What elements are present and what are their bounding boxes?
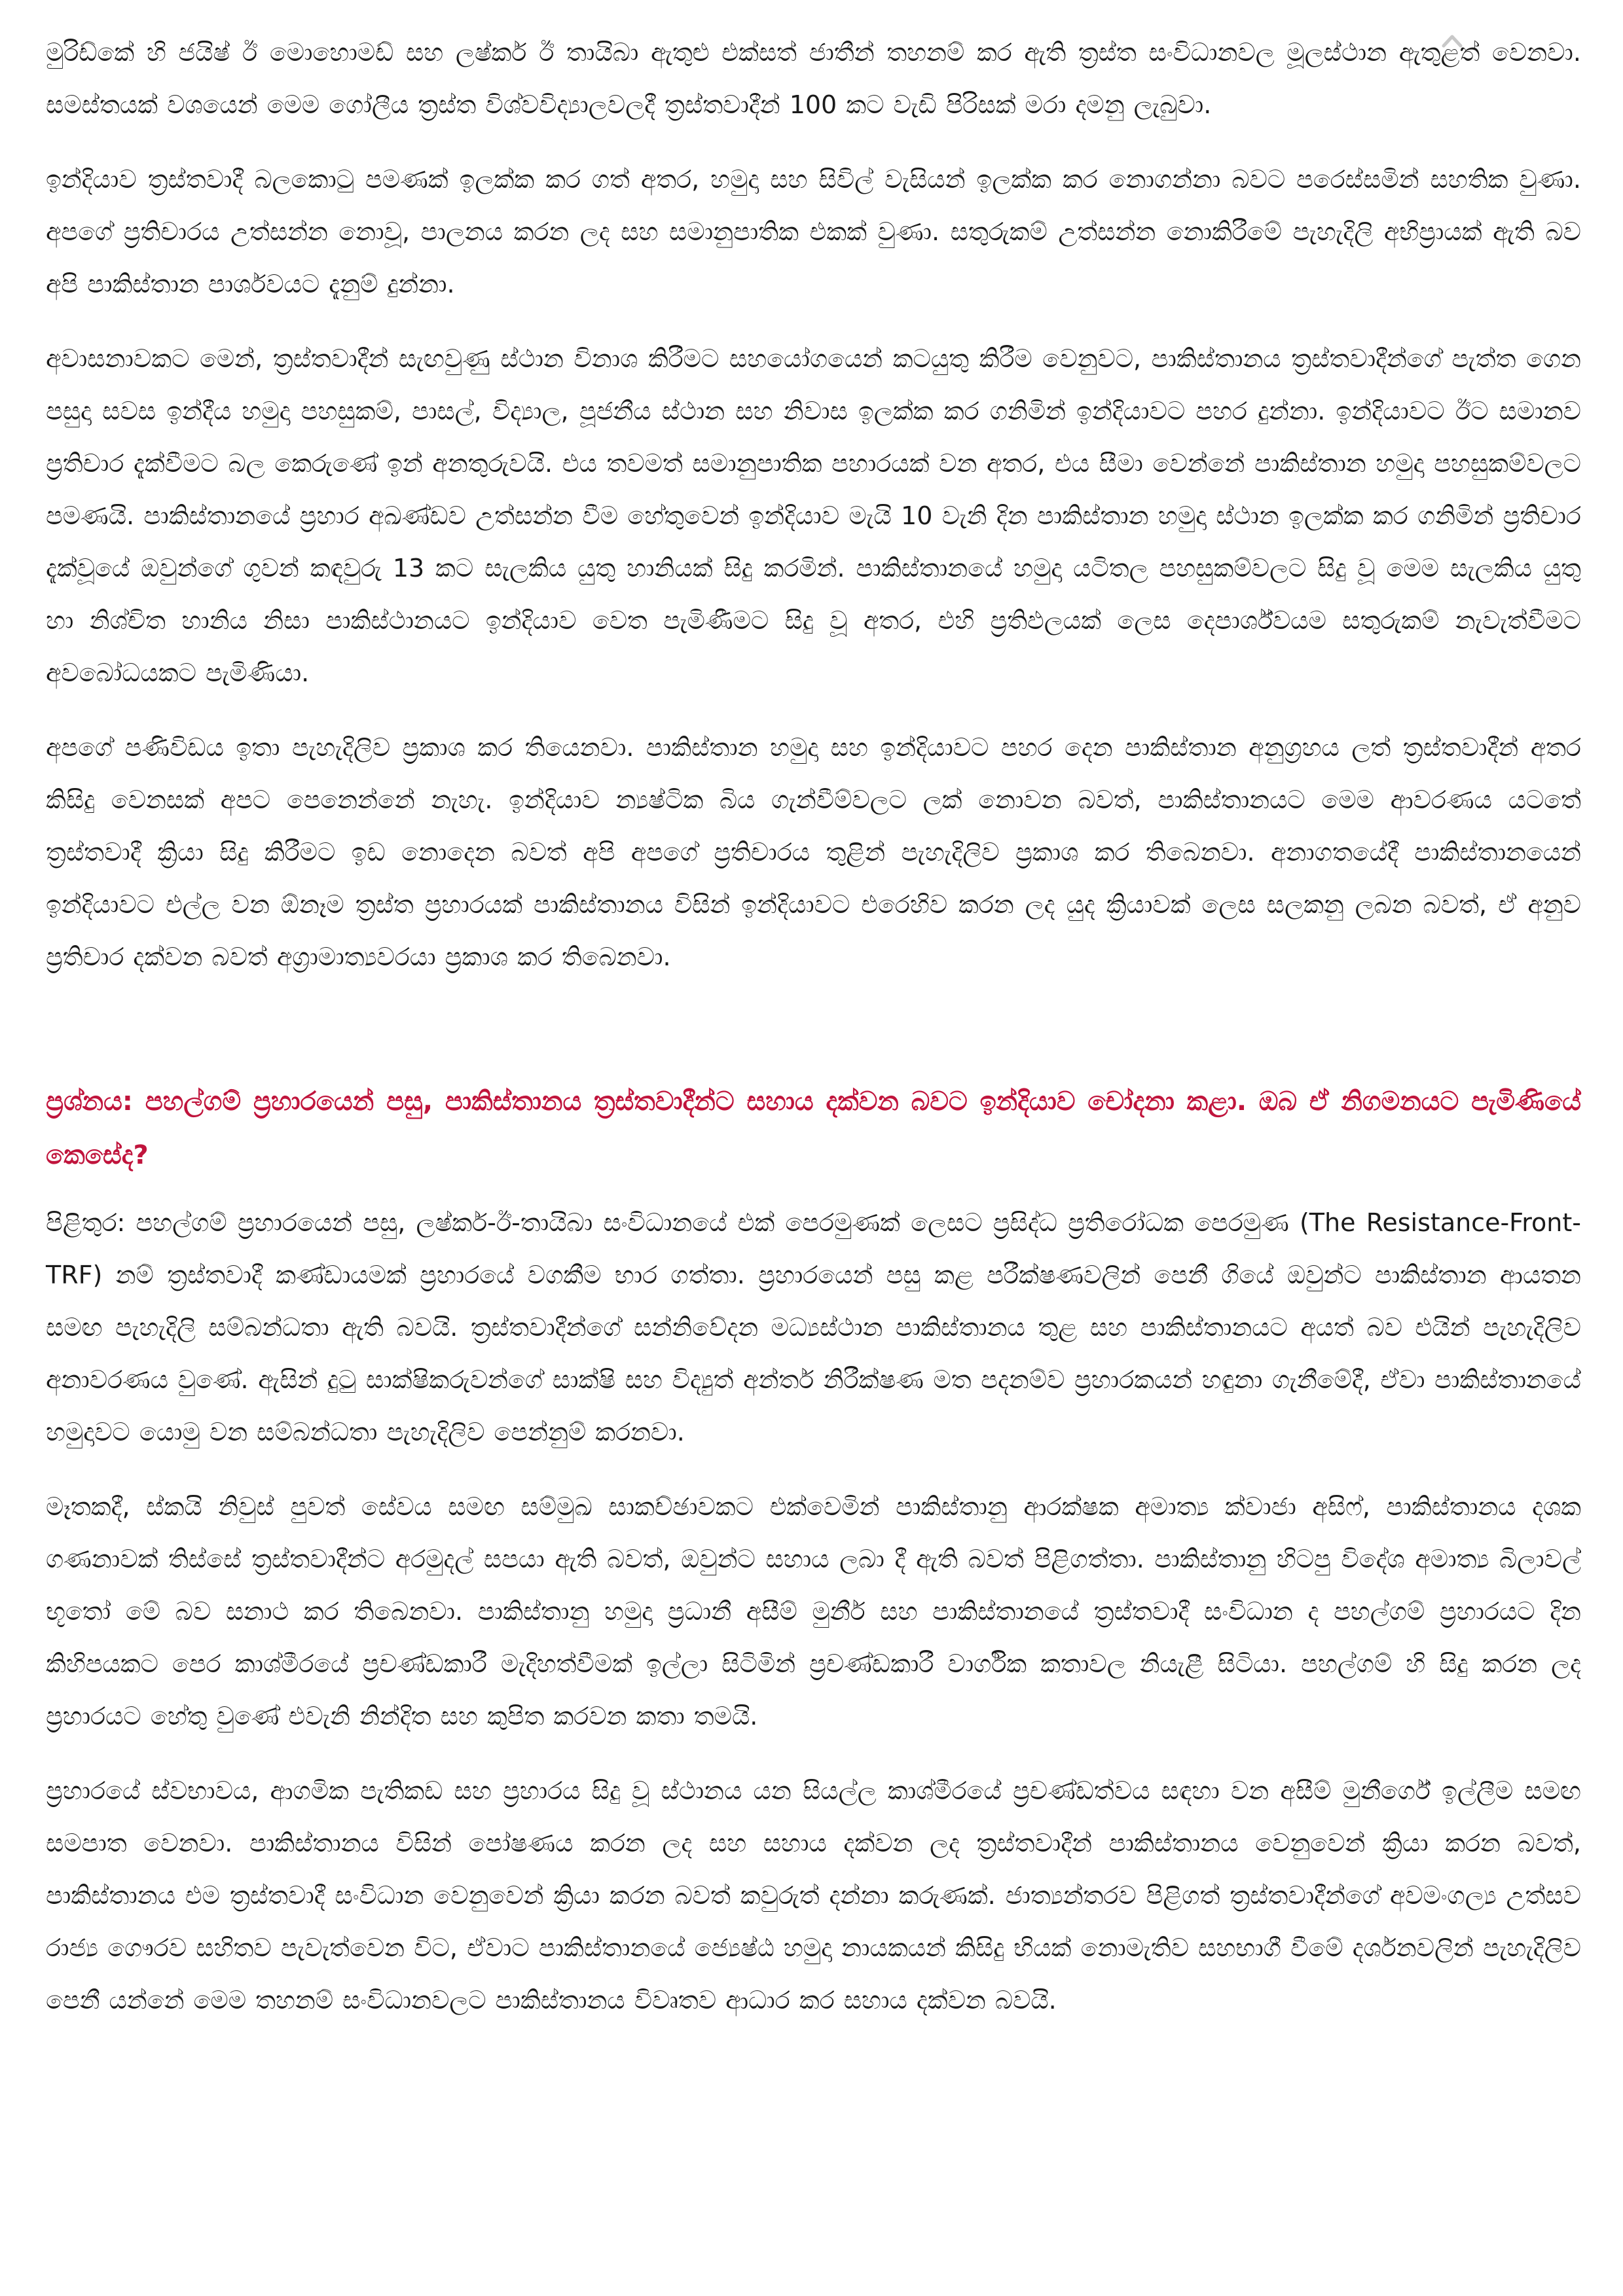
paragraph: මුරිඩ්කේ හි ජයිෂ් ඊ මොහොමඩ් සහ ලෂ්කර් ඊ තායිබා ඇතුළු එක්සත් ජාතීන් තහනම් කර ඇති ත්‍රස්ත සංවිධානවල මූලස්ථාන ඇතුළත් වෙනවා. සමස්තයක් වශයෙන් මෙම ගෝලීය ත්‍රස්ත විශ්වවිද්‍යාලවලදී ත්‍රස්තවාදීන් 100 කට වැඩි පිරිසක් මරා දමනු ලැබුවා. [46, 38, 1581, 119]
question-heading: ප්‍රශ්නය: පහල්ගම් ප්‍රහාරයෙන් පසු, පාකිස්තානය ත්‍රස්තවාදීන්ට සහාය දක්වන බවට ඉන්දියාව චෝදනා කළා. ඔබ ඒ නිගමනයට පැමිණියේ කෙසේද? [46, 1086, 1581, 1170]
answer-paragraph: පිළිතුර: පහල්ගම් ප්‍රහාරයෙන් පසු, ලෂ්කර්-ඊ-තායිබා සංවිධානයේ එක් පෙරමුණක් ලෙසට ප්‍රසිද්ධ ප්‍රතිරෝධක පෙරමුණ (The Resistance-Front-TRF) නම් ත්‍රස්තවාදී කණ්ඩායමක් ප්‍රහාරයේ වගකීම භාර ගත්තා. ප්‍රහාරයෙන් පසු කළ පරීක්ෂණවලින් පෙනී ගියේ ඔවුන්ට පාකිස්තාන ආයතන සමඟ පැහැදිලි සම්බන්ධතා ඇති බවයි. ත්‍රස්තවාදීන්ගේ සන්නිවේදන මධ්‍යස්ථාන පාකිස්තානය තුළ සහ පාකිස්තානයට අයත් බව එයින් පැහැදිලිව අනාවරණය වුණේ. ඇසින් දුටු සාක්ෂිකරුවන්ගේ සාක්ෂි සහ විද්‍යුත් අන්තර් නිරීක්ෂණ මත පදනම්ව ප්‍රහාරකයන් හඳුනා ගැනීමේදී, ඒවා පාකිස්තානයේ හමුදාවට යොමු වන සම්බන්ධතා පැහැදිලිව පෙන්නුම් කරනවා. [46, 1208, 1581, 1446]
answer-paragraph: ප්‍රහාරයේ ස්වභාවය, ආගමික පැතිකඩ සහ ප්‍රහාරය සිදු වූ ස්ථානය යන සියල්ල කාශ්මීරයේ ප්‍රචණ්ඩත්වය සඳහා වන අසීම් මුනීර්ගේ ඉල්ලීම සමඟ සමපාත වෙනවා. පාකිස්තානය විසින් පෝෂණය කරන ලද සහ සහාය දක්වන ලද ත්‍රස්තවාදීන් පාකිස්තානය වෙනුවෙන් ක්‍රියා කරන බවත්, පාකිස්තානය එම ත්‍රස්තවාදී සංවිධාන වෙනුවෙන් ක්‍රියා කරන බවත් කවුරුත් දන්නා කරුණක්. ජාත්‍යන්තරව පිළිගත් ත්‍රස්තවාදීන්ගේ අවමංගල්‍ය උත්සව රාජ්‍ය ගෞරව සහිතව පැවැත්වෙන විට, ඒවාට පාකිස්තානයේ ජ්‍යෙෂ්ඨ හමුදා නායකයන් කිසිදු භියක් නොමැතිව සහභාගී වීමේ දර්ශනවලින් පැහැදිලිව පෙනී යන්නේ මෙම තහනම් සංවිධානවලට පාකිස්තානය විවෘතව ආධාර කර සහාය දක්වන බවයි. [46, 1776, 1581, 2015]
paragraph: ඉන්දියාව ත්‍රස්තවාදී බලකොටු පමණක් ඉලක්ක කර ගත් අතර, හමුදා සහ සිවිල් වැසියන් ඉලක්ක කර නොගන්නා බවට පරෙස්සමින් සහතික වුණා. අපගේ ප්‍රතිචාරය උත්සන්න නොවූ, පාලනය කරන ලද සහ සමානුපාතික එකක් වුණා. සතුරුකම් උත්සන්න නොකිරීමේ පැහැදිලි අභිප්‍රායක් ඇති බව අපි පාකිස්තාන පාර්ශවයට දැනුම් දුන්නා. [46, 165, 1581, 298]
article-body [46, 26, 1581, 2049]
answer-paragraph: මෑතකදී, ස්කයි නිවුස් පුවත් සේවය සමඟ සම්මුඛ සාකච්ඡාවකට එක්වෙමින් පාකිස්තානු ආරක්ෂක අමාත්‍ය ක්වාජා අසිෆ්, පාකිස්තානය දශක ගණනාවක් තිස්සේ ත්‍රස්තවාදීන්ට අරමුදල් සපයා ඇති බවත්, ඔවුන්ට සහාය ලබා දී ඇති බවත් පිළිගත්තා. පාකිස්තානු හිටපු විදේශ අමාත්‍ය බිලාවල් භූතෝ මේ බව සනාථ කර තිබෙනවා. පාකිස්තානු හමුදා ප්‍රධානී අසීම් මුනීර් සහ පාකිස්තානයේ ත්‍රස්තවාදී සංවිධාන ද පහල්ගම් ප්‍රහාරයට දින කිහිපයකට පෙර කාශ්මීරයේ ප්‍රචණ්ඩකාරී මැදිහත්වීමක් ඉල්ලා සිටිමින් ප්‍රචණ්ඩකාරී වාර්ගික කතාවල නියැළී සිටියා. පහල්ගම් හි සිදු කරන ලද ප්‍රහාරයට හේතු වුණේ එවැනි නින්දිත සහ කුපිත කරවන කතා තමයි. [46, 1492, 1581, 1731]
paragraph: අපගේ පණිවිඩය ඉතා පැහැදිලිව ප්‍රකාශ කර තියෙනවා. පාකිස්තාන හමුදා සහ ඉන්දියාවට පහර දෙන පාකිස්තාන අනුග්‍රහය ලත් ත්‍රස්තවාදීන් අතර කිසිදු වෙනසක් අපට පෙනෙන්නේ නැහැ. ඉන්දියාව න්‍යෂ්ටික බිය ගැන්වීම්වලට ලක් නොවන බවත්, පාකිස්තානයට මෙම ආවරණය යටතේ ත්‍රස්තවාදී ක්‍රියා සිදු කිරීමට ඉඩ නොදෙන බවත් අපි අපගේ ප්‍රතිචාරය තුළින් පැහැදිලිව ප්‍රකාශ කර තිබෙනවා. අනාගතයේදී පාකිස්තානයෙන් ඉන්දියාවට එල්ල වන ඕනෑම ත්‍රස්ත ප්‍රහාරයක් පාකිස්තානය විසින් ඉන්දියාවට එරෙහිව කරන ලද යුද ක්‍රියාවක් ලෙස සලකනු ලබන බවත්, ඒ අනුව ප්‍රතිචාර දක්වන බවත් අග්‍රාමාත්‍යවරයා ප්‍රකාශ කර තිබෙනවා. [46, 733, 1581, 971]
chevron-up-icon[interactable] [1437, 26, 1467, 56]
paragraph: අවාසනාවකට මෙන්, ත්‍රස්තවාදීන් සැඟවුණු ස්ථාන විනාශ කිරීමට සහයෝගයෙන් කටයුතු කිරීම වෙනුවට, පාකිස්තානය ත්‍රස්තවාදීන්ගේ පැත්ත ගෙන පසුදා සවස ඉන්දීය හමුදා පහසුකම්, පාසල්, විද්‍යාල, පූජනීය ස්ථාන සහ නිවාස ඉලක්ක කර ගනිමින් ඉන්දියාවට පහර දුන්නා. ඉන්දියාවට ඊට සමානව ප්‍රතිචාර දැක්වීමට බල කෙරුණේ ඉන් අනතුරුවයි. එය තවමත් සමානුපාතික පහාරයක් වන අතර, එය සීමා වෙන්නේ පාකිස්තාන හමුදා පහසුකම්වලට පමණයි. පාකිස්තානයේ ප්‍රහාර අඛණ්ඩව උත්සන්න වීම හේතුවෙන් ඉන්දියාව මැයි 10 වැනි දින පාකිස්තාන හමුදා ස්ථාන ඉලක්ක කර ගනිමින් ප්‍රතිචාර දැක්වූයේ ඔවුන්ගේ ගුවන් කඳවුරු 13 කට සැලකිය යුතු හානියක් සිදු කරමින්. පාකිස්තානයේ හමුදා යටිතල පහසුකම්වලට සිදු වූ මෙම සැලකිය යුතු හා නිශ්චිත හානිය නිසා පාකිස්ථානයට ඉන්දියාව වෙත පැමිණීමට සිදු වූ අතර, එහි ප්‍රතිඵලයක් ලෙස දෙපාර්ශ්වයම සතුරුකම් නැවැත්වීමට අවබෝධයකට පැමිණියා. [46, 344, 1581, 687]
